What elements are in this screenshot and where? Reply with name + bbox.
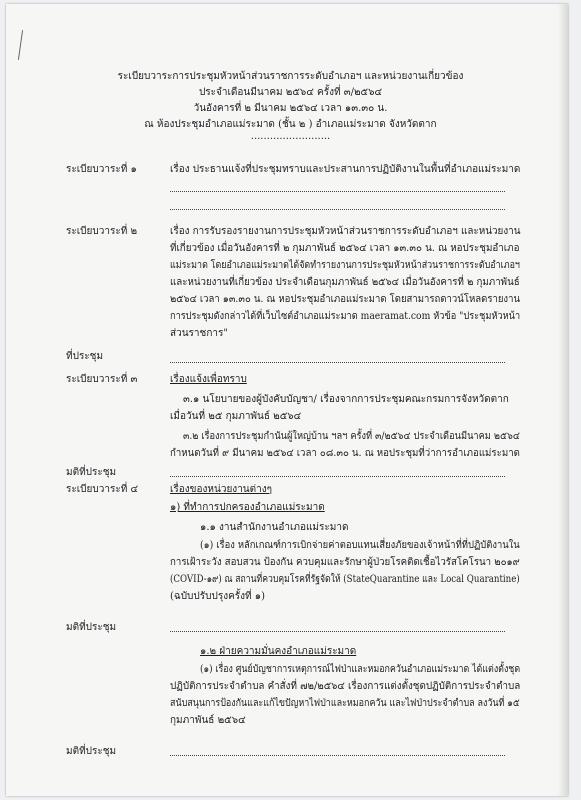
- agenda-4-sub-1: ๑) ที่ทำการปกครองอำเภอแม่ระมาด: [170, 502, 325, 513]
- agenda-4-dots-2: [170, 755, 505, 756]
- agenda-2-line-6: การประชุมดังกล่าวได้ที่เว็บไซต์อำเภอแม่ระมาด maeramat.com หัวข้อ "ประชุมหัวหน้า: [170, 311, 521, 322]
- agenda-3-title: เรื่องแจ้งเพื่อทราบ: [170, 374, 247, 385]
- agenda-1-dots-1: [170, 191, 505, 192]
- agenda-4-sub-1-2: ๑.๒ ฝ่ายความมั่นคงอำเภอแม่ระมาด: [200, 646, 357, 657]
- agenda-4-sub-1-1-line-2: การเฝ้าระวัง สอบสวน ป้องกัน ควบคุมและรักษาผู้ป่วยโรคติดเชื้อไวรัสโคโรนา ๒๐๑๙: [170, 557, 520, 568]
- agenda-4-sub-1-1-line-1: (๑) เรื่อง หลักเกณฑ์การเบิกจ่ายค่าตอบแทนเสี่ยงภัยของเจ้าหน้าที่ที่ปฏิบัติงานใน: [200, 540, 520, 551]
- agenda-3-dots: [170, 476, 505, 477]
- agenda-2-line-7: ส่วนราชการ": [170, 328, 228, 339]
- agenda-1-dots-2: [170, 209, 505, 210]
- agenda-2-line-3: แม่ระมาด โดยอำเภอแม่ระมาดได้จัดทำรายงานการประชุมหัวหน้าส่วนราชการระดับอำเภอฯ: [170, 260, 520, 271]
- agenda-2-line-4: และหน่วยงานที่เกี่ยวข้อง ประจำเดือนกุมภาพันธ์ ๒๕๖๔ เมื่อวันอังคารที่ ๒ กุมภาพันธ์: [170, 277, 520, 288]
- agenda-3-resolution-label: มติที่ประชุม: [66, 467, 117, 478]
- header-venue: ณ ห้องประชุมอำเภอแม่ระมาด (ชั้น ๒ ) อำเภอแม่ระมาด จังหวัดตาก: [144, 119, 437, 130]
- agenda-2-line-5: ๒๕๖๔ เวลา ๑๓.๓๐ น. ณ หอประชุมอำเภอแม่ระมาด โดยสามารถดาวน์โหลดรายงาน: [170, 294, 521, 305]
- agenda-3-line-3: ๓.๒ เรื่องการประชุมกำนันผู้ใหญ่บ้าน ฯลฯ ครั้งที่ ๓/๒๕๖๔ ประจำเดือนมีนาคม ๒๕๖๔: [183, 431, 520, 442]
- agenda-2-line-2: ที่เกี่ยวข้อง เมื่อวันอังคารที่ ๒ กุมภาพันธ์ ๒๕๖๔ เวลา ๑๓.๓๐ น. ณ หอประชุมอำเภอ: [170, 243, 520, 254]
- agenda-4-resolution-1-label: มติที่ประชุม: [66, 622, 117, 633]
- agenda-4-sub-1-1-line-3: (COVID-๑๙) ณ สถานที่ควบคุมโรคที่รัฐจัดให้ (StateQuarantine และ Local Quarantine): [170, 574, 520, 585]
- agenda-4-sub-1-2-line-3: สนับสนุนการป้องกันและแก้ไขปัญหาไฟป่าและหมอกควัน และไฟป่าประจำตำบล ลงวันที่ ๑๕: [170, 698, 520, 709]
- agenda-3-line-4: กำหนดวันที่ ๙ มีนาคม ๒๕๖๔ เวลา ๐๘.๓๐ น. ณ หอประชุมที่ว่าการอำเภอแม่ระมาด: [170, 448, 520, 459]
- agenda-4-sub-1-2-line-2: ปฏิบัติการประจำตำบล คำสั่งที่ ๗๒/๒๕๖๔ เรื่องการแต่งตั้งชุดปฏิบัติการประจำตำบล: [170, 681, 521, 692]
- header-title: ระเบียบวาระการประชุมหัวหน้าส่วนราชการระดับอำเภอฯ และหน่วยงานเกี่ยวข้อง: [117, 71, 464, 82]
- header-month: ประจำเดือนมีนาคม ๒๕๖๔ ครั้งที่ ๓/๒๕๖๔: [198, 87, 383, 98]
- agenda-4-resolution-2-label: มติที่ประชุม: [66, 746, 117, 757]
- agenda-3-label: ระเบียบวาระที่ ๓: [66, 374, 138, 385]
- agenda-4-sub-1-2-line-4: กุมภาพันธ์ ๒๕๖๔: [170, 715, 246, 726]
- agenda-2-resolution-label: ที่ประชุม: [66, 351, 104, 362]
- agenda-4-title: เรื่องของหน่วยงานต่างๆ: [170, 484, 273, 495]
- agenda-1-text: เรื่อง ประธานแจ้งที่ประชุมทราบและประสานการปฏิบัติงานในพื้นที่อำเภอแม่ระมาด: [170, 164, 521, 175]
- agenda-2-label: ระเบียบวาระที่ ๒: [66, 226, 138, 237]
- agenda-2-dots: [170, 362, 505, 363]
- agenda-1-label: ระเบียบวาระที่ ๑: [66, 164, 137, 175]
- agenda-3-line-1: ๓.๑ นโยบายของผู้บังคับบัญชา/ เรื่องจากการประชุมคณะกรมการจังหวัดตาก: [183, 394, 509, 405]
- agenda-4-sub-1-1: ๑.๑ งานสำนักงานอำเภอแม่ระมาด: [200, 522, 349, 533]
- header-dots: .........................: [250, 131, 331, 142]
- agenda-4-sub-1-1-line-4: (ฉบับปรับปรุงครั้งที่ ๑): [170, 591, 266, 602]
- agenda-4-sub-1-2-line-1: (๑) เรื่อง ศูนย์บัญชาการเหตุการณ์ไฟป่าและหมอกควันอำเภอแม่ระมาด ได้แต่งตั้งชุด: [200, 664, 521, 675]
- header-date: วันอังคารที่ ๒ มีนาคม ๒๕๖๔ เวลา ๑๓.๓๐ น.: [193, 103, 388, 114]
- agenda-3-line-2: เมื่อวันที่ ๒๕ กุมภาพันธ์ ๒๕๖๔: [170, 411, 302, 422]
- agenda-4-dots-1: [170, 631, 505, 632]
- agenda-2-line-1: เรื่อง การรับรองรายงานการประชุมหัวหน้าส่วนราชการระดับอำเภอฯ และหน่วยงาน: [170, 226, 521, 237]
- agenda-4-label: ระเบียบวาระที่ ๔: [66, 484, 139, 495]
- stray-pen-mark: [18, 30, 23, 60]
